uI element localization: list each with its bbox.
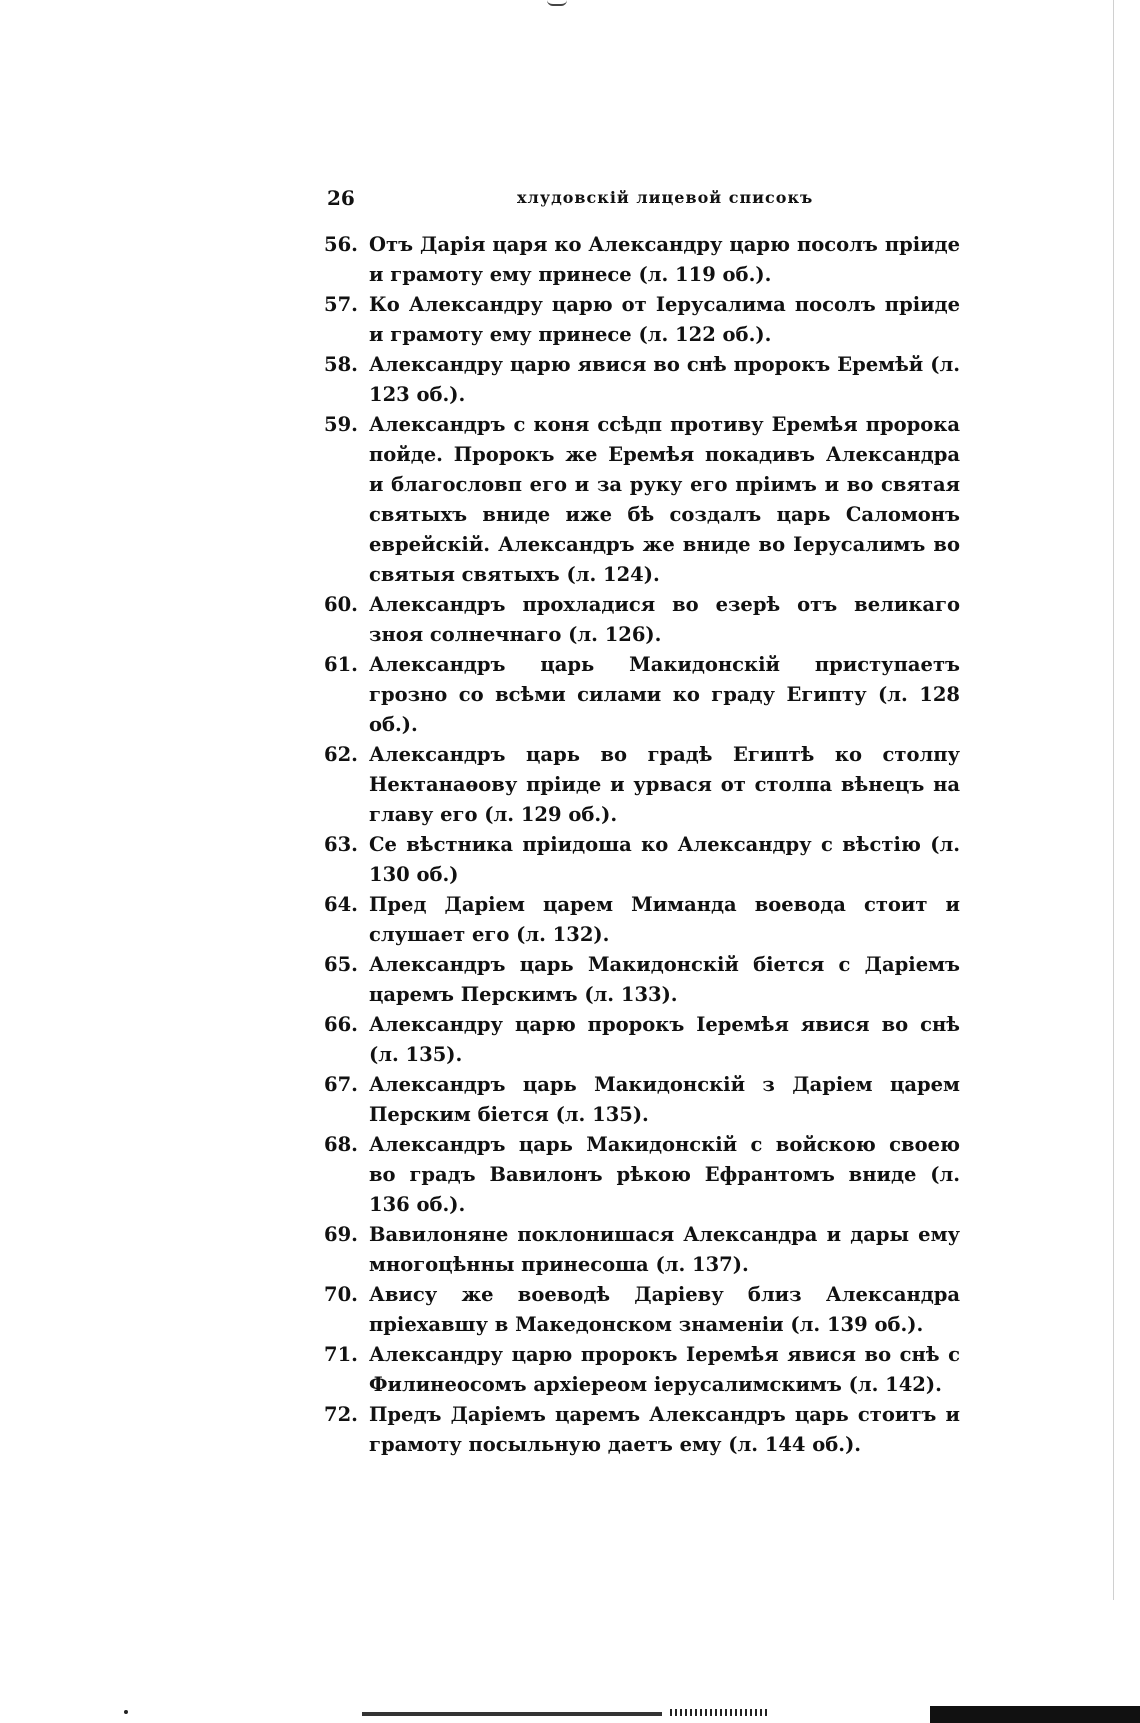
entry-59	[324, 410, 960, 590]
entry-list	[324, 230, 960, 1460]
entry-text: Александръ с коня ссѣдп противу Еремѣя пророка пойде. Пророкъ же Еремѣя покадивъ Александра и благословп его и за руку его пріимъ и во святая святыхъ вниде иже бѣ создалъ царь Саломонъ еврейскій. Александръ же вниде во Іерусалимъ во святыя святыхъ (л. 124).	[369, 413, 960, 586]
entry-number: 68.	[324, 1133, 358, 1156]
entry-number: 58.	[324, 353, 358, 376]
entry-text: Александръ царь Макидонскій приступаетъ грозно со всѣми силами ко граду Египту (л. 128 об.).	[369, 653, 960, 736]
entry-number: 65.	[324, 953, 358, 976]
entry-67	[324, 1070, 960, 1130]
entry-70	[324, 1280, 960, 1340]
page-number: 26	[327, 186, 355, 210]
scan-speck	[124, 1710, 128, 1714]
entry-text: Ко Александру царю от Іерусалима посолъ пріиде и грамоту ему принесе (л. 122 об.).	[369, 293, 960, 346]
entry-number: 72.	[324, 1403, 358, 1426]
entry-71	[324, 1340, 960, 1400]
entry-72	[324, 1400, 960, 1460]
entry-text: Се вѣстника пріидоша ко Александру с вѣстію (л. 130 об.)	[369, 833, 960, 886]
entry-number: 67.	[324, 1073, 358, 1096]
entry-text: Александръ царь во градѣ Египтѣ ко столпу Нектанаѳову пріиде и урвася от столпа вѣнецъ на главу его (л. 129 об.).	[369, 743, 960, 826]
entry-61	[324, 650, 960, 740]
entry-65	[324, 950, 960, 1010]
entry-number: 69.	[324, 1223, 358, 1246]
entry-text: Александръ царь Макидонскій с войскою своею во градъ Вавилонъ рѣкою Ефрантомъ вниде (л. 136 об.).	[369, 1133, 960, 1216]
entry-number: 71.	[324, 1343, 358, 1366]
running-title: хлудовскій лицевой списокъ	[517, 188, 814, 207]
top-edge-mark	[547, 0, 567, 6]
entry-56	[324, 230, 960, 290]
entry-number: 70.	[324, 1283, 358, 1306]
entry-number: 56.	[324, 233, 358, 256]
entry-57	[324, 290, 960, 350]
entry-number: 61.	[324, 653, 358, 676]
entry-number: 62.	[324, 743, 358, 766]
entry-text: Александру царю пророкъ Іеремѣя явися во снѣ с Филинеосомъ архіереом іерусалимскимъ (л. 142).	[369, 1343, 960, 1396]
entry-58	[324, 350, 960, 410]
entry-number: 60.	[324, 593, 358, 616]
entry-number: 63.	[324, 833, 358, 856]
page-edge-line	[1113, 0, 1114, 1600]
entry-63	[324, 830, 960, 890]
entry-60	[324, 590, 960, 650]
entry-text: Александръ прохладися во езерѣ отъ великаго зноя солнечнаго (л. 126).	[369, 593, 960, 646]
entry-62	[324, 740, 960, 830]
page-header	[327, 186, 960, 216]
entry-text: Авису же воеводѣ Даріеву близ Александра пріехавшу в Македонском знаменіи (л. 139 об.).	[369, 1283, 960, 1336]
entry-text: Предъ Даріемъ царемъ Александръ царь стоитъ и грамоту посыльную даетъ ему (л. 144 об.).	[369, 1403, 960, 1456]
bottom-scan-fringe	[670, 1709, 770, 1716]
entry-66	[324, 1010, 960, 1070]
bottom-scan-rule	[362, 1712, 662, 1716]
entry-text: Александру царю явися во снѣ пророкъ Еремѣй (л. 123 об.).	[369, 353, 960, 406]
entry-68	[324, 1130, 960, 1220]
entry-number: 57.	[324, 293, 358, 316]
entry-text: Пред Даріем царем Миманда воевода стоит и слушает его (л. 132).	[369, 893, 960, 946]
entry-text: Александръ царь Макидонскій з Даріем царем Перским біется (л. 135).	[369, 1073, 960, 1126]
entry-text: Александру царю пророкъ Іеремѣя явися во снѣ (л. 135).	[369, 1013, 960, 1066]
entry-number: 59.	[324, 413, 358, 436]
entry-text: Вавилоняне поклонишася Александра и дары ему многоцѣнны принесоша (л. 137).	[369, 1223, 960, 1276]
bottom-scan-block	[930, 1706, 1140, 1723]
entry-69	[324, 1220, 960, 1280]
entry-text: Александръ царь Макидонскій біется с Даріемъ царемъ Перскимъ (л. 133).	[369, 953, 960, 1006]
entry-number: 64.	[324, 893, 358, 916]
entry-number: 66.	[324, 1013, 358, 1036]
entry-64	[324, 890, 960, 950]
entry-text: Отъ Дарія царя ко Александру царю посолъ пріиде и грамоту ему принесе (л. 119 об.).	[369, 233, 960, 286]
